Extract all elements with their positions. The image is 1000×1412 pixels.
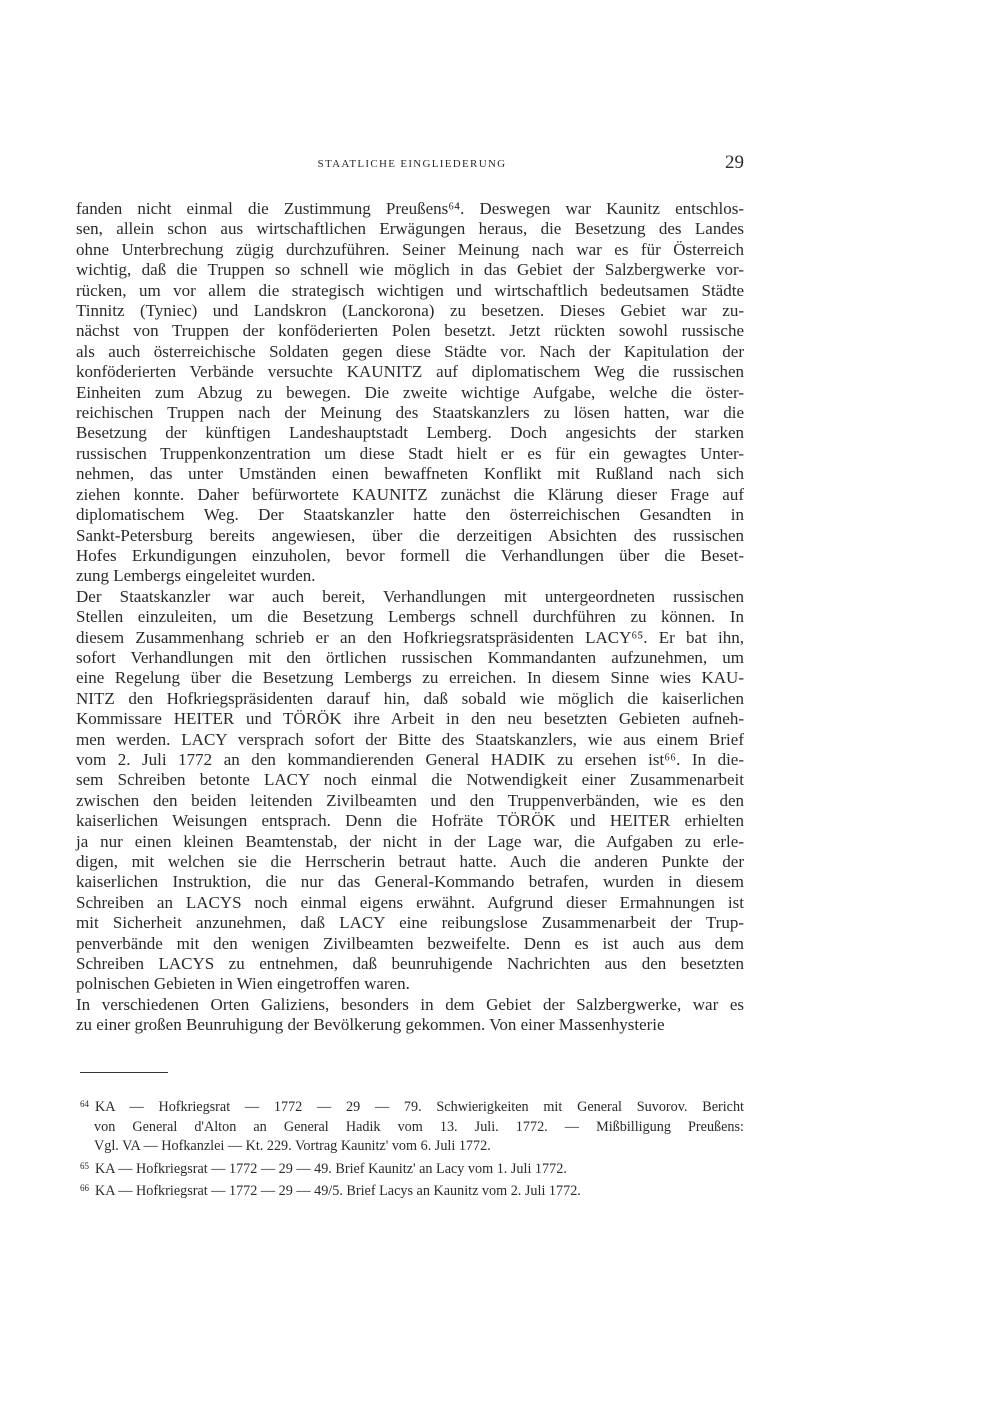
body-line: vom 2. Juli 1772 an den kommandierenden General HADIK zu ersehen ist⁶⁶. In die- — [76, 749, 744, 769]
footnote-number: 64 — [80, 1099, 89, 1109]
footnote-text: von General d'Alton an General Hadik vom 13. Juli. 1772. — Mißbilligung Preußens: — [94, 1118, 744, 1135]
body-line: rücken, um vor allem die strategisch wichtigen und wirtschaftlich bedeutsamen Städte — [76, 280, 744, 300]
body-line: digen, mit welchen sie die Herrscherin betraut hatte. Auch die anderen Punkte der — [76, 852, 744, 871]
body-line: Hofes Erkundigungen einzuholen, bevor formell die Verhandlungen über die Beset- — [76, 545, 744, 565]
body-line: wichtig, daß die Truppen so schnell wie möglich in das Gebiet der Salzbergwerke vor- — [76, 260, 744, 280]
body-line: nehmen, das unter Umständen einen bewaffneten Konflikt mit Rußland nach sich — [76, 464, 744, 484]
footnote-text: KA — Hofkriegsrat — 1772 — 29 — 79. Schwierigkeiten mit General Suvorov. Bericht — [95, 1099, 744, 1115]
footnote-number: 66 — [80, 1183, 89, 1194]
body-line: zu einer großen Beunruhigung der Bevölkerung gekommen. Von einer Massenhysterie — [76, 1015, 665, 1035]
body-line: fanden nicht einmal die Zustimmung Preußens⁶⁴. Deswegen war Kaunitz entschlos- — [76, 199, 744, 218]
body-line: men werden. LACY versprach sofort der Bitte des Staatskanzlers, wie aus einem Brief — [76, 729, 744, 749]
body-line: Schreiben an LACYS noch einmal eigens erwähnt. Aufgrund dieser Ermahnungen ist — [76, 892, 744, 912]
body-line: nächst von Truppen der konföderierten Polen besetzt. Jetzt rückten sowohl russische — [76, 321, 744, 341]
footnote — [80, 1095, 744, 1157]
running-head-title: STAATLICHE EINGLIEDERUNG — [317, 158, 507, 170]
body-line: ohne Unterbrechung zügig durchzuführen. Seiner Meinung nach war es für Österreich — [76, 239, 744, 259]
body-line: Besetzung der künftigen Landeshauptstadt Lemberg. Doch angesichts der starken — [76, 423, 744, 443]
body-line: Stellen einzuleiten, um die Besetzung Lembergs schnell durchführen zu können. In — [76, 607, 744, 627]
body-line: Sankt-Petersburg bereits angewiesen, über die derzeitigen Absichten des russischen — [76, 525, 744, 545]
footnote-line — [80, 1137, 744, 1157]
body-line: diplomatischem Weg. Der Staatskanzler hatte den österreichischen Gesandten in — [76, 505, 744, 525]
body-line: konföderierten Verbände versuchte KAUNITZ auf diplomatischem Weg die russischen — [76, 362, 744, 382]
page-number: 29 — [725, 152, 744, 173]
footnotes — [80, 1095, 744, 1202]
footnote-line — [80, 1118, 744, 1138]
body-line: kaiserlichen Weisungen entsprach. Denn die Hofräte TÖRÖK und HEITER erhielten — [76, 811, 744, 831]
body-line: Tinnitz (Tyniec) und Landskron (Lanckorona) zu besetzen. Dieses Gebiet war zu- — [76, 301, 744, 321]
body-line: sem Schreiben betonte LACY noch einmal die Notwendigkeit einer Zusammenarbeit — [76, 770, 744, 790]
body-line: eine Regelung über die Besetzung Lembergs zu erreichen. In diesem Sinne wies KAU- — [76, 668, 744, 688]
body-line: sofort Verhandlungen mit den örtlichen russischen Kommandanten aufzunehmen, um — [76, 647, 744, 667]
footnote-text: KA — Hofkriegsrat — 1772 — 29 — 49. Brief Kaunitz' an Lacy vom 1. Juli 1772. — [95, 1160, 567, 1177]
footnote — [80, 1179, 744, 1202]
footnote-line — [80, 1095, 744, 1118]
body-line: ja nur einen kleinen Beamtenstab, der nicht in der Lage war, die Aufgaben zu erle- — [76, 831, 744, 851]
footnote-line — [80, 1179, 744, 1202]
footnote-text: KA — Hofkriegsrat — 1772 — 29 — 49/5. Brief Lacys an Kaunitz vom 2. Juli 1772. — [95, 1183, 581, 1200]
footnote-line — [80, 1157, 744, 1180]
body-line: Schreiben LACYS zu entnehmen, daß beunruhigende Nachrichten aus den besetzten — [76, 954, 744, 974]
body-line: Kommissare HEITER und TÖRÖK ihre Arbeit in den neu besetzten Gebieten aufneh- — [76, 709, 744, 729]
body-line: reichischen Truppen nach der Meinung des Staatskanzlers zu lösen hatten, war die — [76, 403, 744, 423]
body-line: Einheiten zum Abzug zu bewegen. Die zweite wichtige Aufgabe, welche die öster- — [76, 382, 744, 402]
footnote-text: Vgl. VA — Hofkanzlei — Kt. 229. Vortrag Kaunitz' vom 6. Juli 1772. — [94, 1138, 491, 1155]
footnote-rule — [80, 1072, 168, 1073]
body-line: zwischen den beiden leitenden Zivilbeamten und den Truppenverbänden, wie es den — [76, 790, 744, 810]
body-text — [76, 199, 744, 1036]
body-line: als auch österreichische Soldaten gegen diese Städte vor. Nach der Kapitulation der — [76, 341, 744, 361]
body-line: diesem Zusammenhang schrieb er an den Hofkriegsratspräsidenten LACY⁶⁵. Er bat ihn, — [76, 627, 744, 647]
body-line: Der Staatskanzler war auch bereit, Verhandlungen mit untergeordneten russischen — [76, 586, 744, 606]
body-line: NITZ den Hofkriegspräsidenten darauf hin, daß sobald wie möglich die kaiserlichen — [76, 688, 744, 708]
body-line: zung Lembergs eingeleitet wurden. — [76, 566, 316, 586]
body-line: penverbände mit den wenigen Zivilbeamten bezweifelte. Denn es ist auch aus dem — [76, 933, 744, 953]
body-line: ziehen konnte. Daher befürwortete KAUNITZ zunächst die Klärung dieser Frage auf — [76, 484, 744, 504]
running-head — [80, 150, 744, 180]
body-line: russischen Truppenkonzentration um diese Stadt hielt er es für ein gewagtes Unter- — [76, 443, 744, 463]
footnote — [80, 1157, 744, 1180]
body-line: polnischen Gebieten in Wien eingetroffen waren. — [76, 974, 410, 994]
footnote-number: 65 — [80, 1160, 89, 1171]
body-line: kaiserlichen Instruktion, die nur das General-Kommando betrafen, wurden in diesem — [76, 872, 744, 892]
body-line: mit Sicherheit anzunehmen, daß LACY eine reibungslose Zusammenarbeit der Trup- — [76, 913, 744, 933]
body-line: In verschiedenen Orten Galiziens, besonders in dem Gebiet der Salzbergwerke, war es — [76, 994, 744, 1014]
body-line: sen, allein schon aus wirtschaftlichen Erwägungen heraus, die Besetzung des Landes — [76, 219, 744, 239]
